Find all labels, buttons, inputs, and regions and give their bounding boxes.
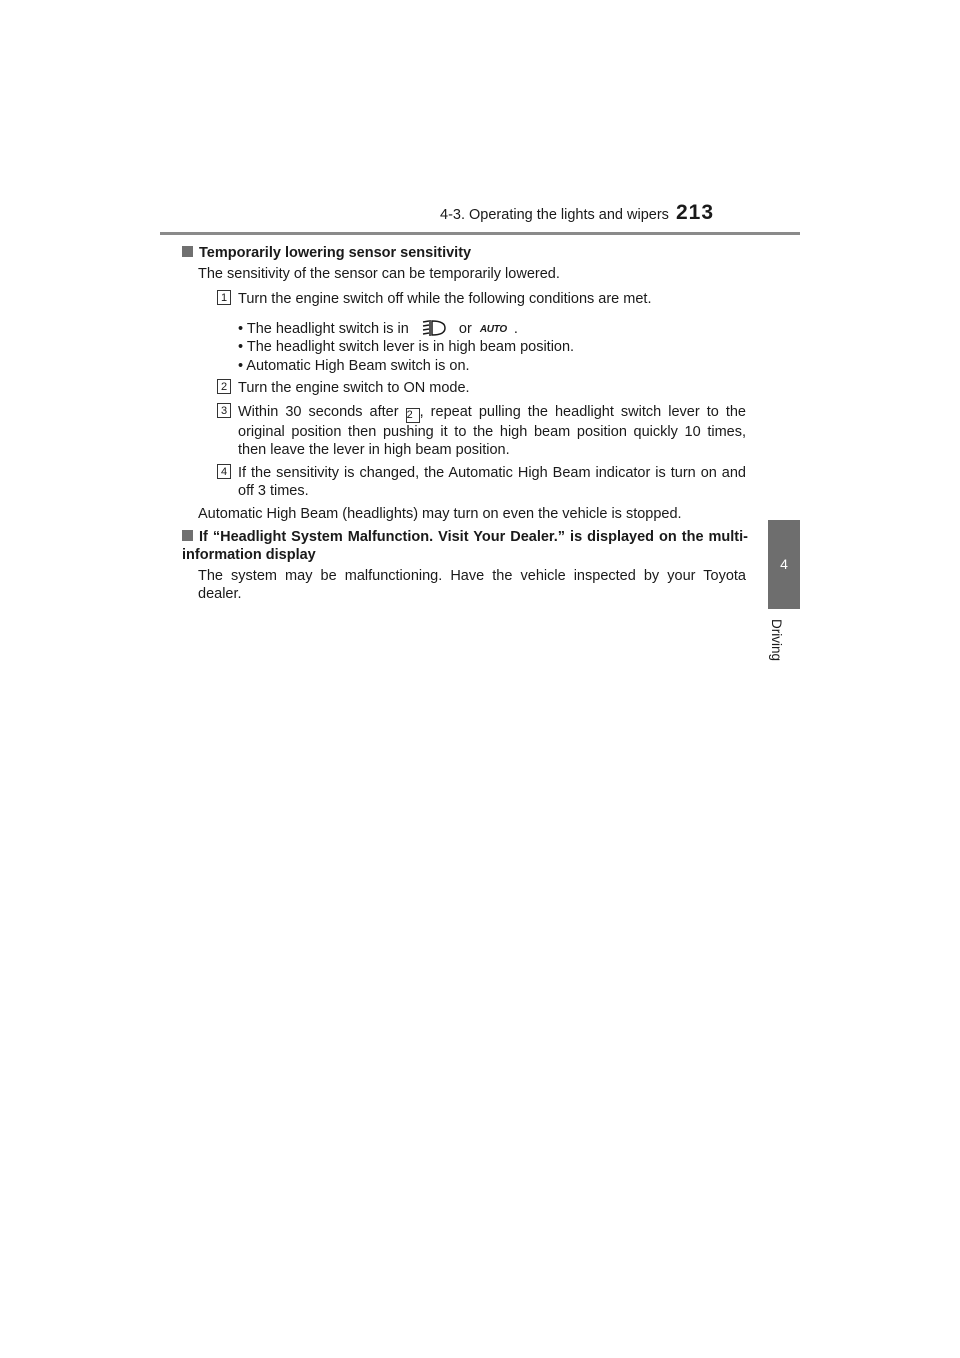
page-number: 213 [676,201,715,224]
step-text [238,403,746,459]
step-text-part: , repeat pulling the headlight switch lever to the original position then pushing it to the high beam position quickly 10 times, then leave the lever in high beam position. [238,404,746,458]
step-number-badge: 1 [217,290,231,305]
step-text: If the sensitivity is changed, the Automatic High Beam indicator is turn on and off 3 times. [238,465,746,499]
step-text-part: Within 30 seconds after [238,404,399,420]
section-header-title: 4-3. Operating the lights and wipers [440,207,669,223]
section-heading-sensitivity [182,244,471,262]
section-heading-malfunction [182,528,748,564]
header-divider [160,232,800,235]
bullet-end-text: . [513,321,518,337]
step-text: Turn the engine switch off while the following conditions are met. [238,291,652,307]
chapter-tab-number: 4 [768,520,800,609]
section-body: The system may be malfunctioning. Have the vehicle inspected by your Toyota dealer. [198,568,746,602]
chapter-tab-label: Driving [769,618,784,662]
section-heading-text: If “Headlight System Malfunction. Visit Your Dealer.” is displayed on the multi-information display [182,529,748,563]
step-number-badge: 2 [217,379,231,394]
section-heading-text: Temporarily lowering sensor sensitivity [199,245,472,261]
step-reference-badge: 2 [406,408,420,423]
bullet-or-text: or [458,321,472,337]
step-number-badge: 4 [217,464,231,479]
section-intro: The sensitivity of the sensor can be temporarily lowered. [198,266,560,282]
square-bullet-icon [182,530,193,541]
square-bullet-icon [182,246,193,257]
auto-icon: AUTO [479,324,507,335]
bullet-lever-position: • The headlight switch lever is in high beam position. [238,339,575,355]
bullet-ahb-switch: • Automatic High Beam switch is on. [238,358,470,374]
bullet-text: • The headlight switch is in [238,321,409,337]
step-number-badge: 3 [217,403,231,418]
step-text: Turn the engine switch to ON mode. [238,380,470,396]
section-note: Automatic High Beam (headlights) may turn on even the vehicle is stopped. [198,506,682,522]
